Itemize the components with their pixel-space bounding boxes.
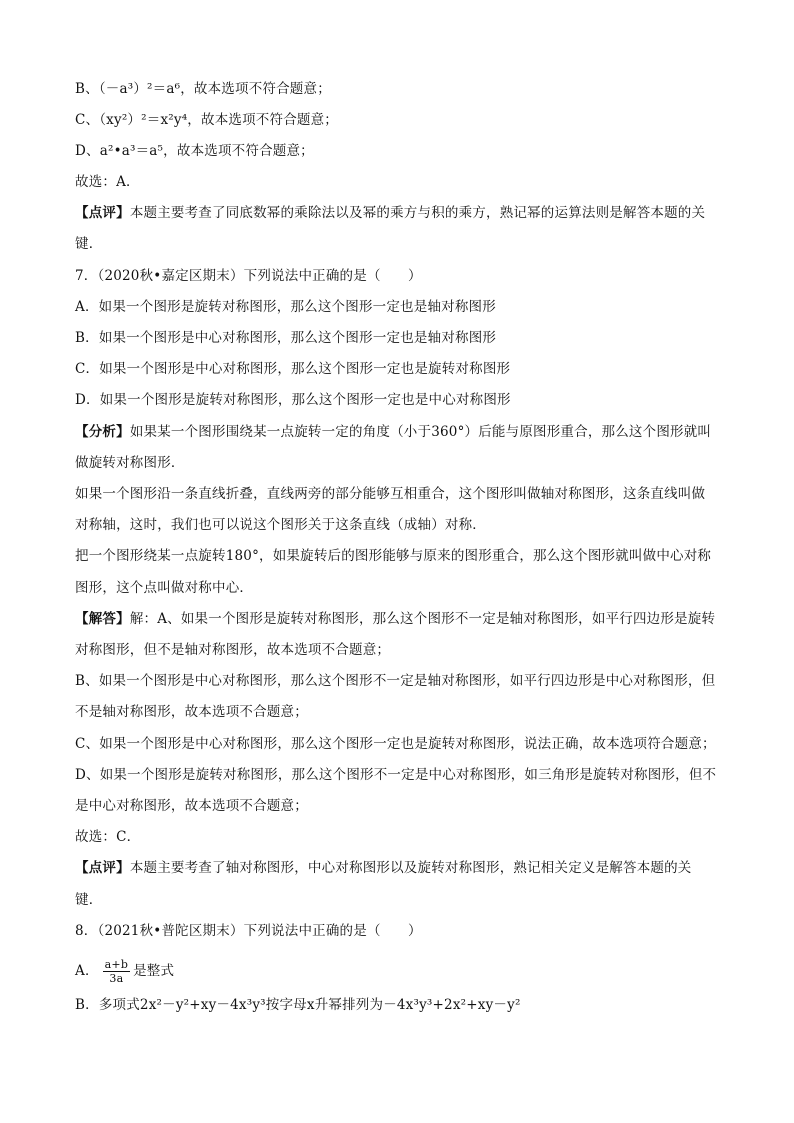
- question-8-title: 8．（2021秋•普陀区期末）下列说法中正确的是（ ）: [75, 923, 422, 939]
- text-line-13: 做旋转对称图形．: [75, 455, 185, 471]
- text-line-1: B、（－a³）²＝a⁶，故本选项不符合题意；: [75, 81, 331, 97]
- text-line-6: 键．: [75, 236, 103, 252]
- text-line-15: 对称轴，这时，我们也可以说这个图形关于这条直线（成轴）对称．: [75, 517, 486, 533]
- text-line-21: 不是轴对称图形，故本选项不合题意；: [75, 704, 308, 720]
- text-line-25: 故选：C．: [75, 829, 141, 845]
- text-line-3: D、a²•a³＝a⁵，故本选项不符合题意；: [75, 143, 314, 159]
- fraction: $\frac{a+b}{3a}$: [104, 958, 129, 985]
- text-line-4: 故选：A．: [75, 174, 140, 190]
- text-line-27: 键．: [75, 892, 103, 908]
- question-8-option-b: B．多项式2x²－y²+xy－4x³y³按字母x升幂排列为－4x³y³+2x²+xy－y²: [75, 997, 521, 1013]
- question-7-option-c: C．如果一个图形是中心对称图形，那么这个图形一定也是旋转对称图形: [75, 361, 511, 377]
- text-line-20: B、如果一个图形是中心对称图形，那么这个图形不一定是轴对称图形，如平行四边形是中心对称图形，但: [75, 673, 716, 689]
- comment-label-1: 【点评】本题主要考查了同底数幂的乘除法以及幂的乘方与积的乘方，熟记幂的运算法则是解答本题的关: [75, 205, 706, 221]
- text-line-22: C、如果一个图形是中心对称图形，那么这个图形一定也是旋转对称图形，说法正确，故本选项符合题意；: [75, 736, 716, 752]
- question-7-option-a: A．如果一个图形是旋转对称图形，那么这个图形一定也是轴对称图形: [75, 299, 496, 315]
- question-7-option-b: B．如果一个图形是中心对称图形，那么这个图形一定也是轴对称图形: [75, 330, 497, 346]
- text-line-23: D、如果一个图形是旋转对称图形，那么这个图形不一定是中心对称图形，如三角形是旋转对称图形，但不: [75, 767, 717, 783]
- question-7-title: 7．（2020秋•嘉定区期末）下列说法中正确的是（ ）: [75, 268, 422, 284]
- text-line-19: 对称图形，但不是轴对称图形，故本选项不合题意；: [75, 642, 391, 658]
- text-line-24: 是中心对称图形，故本选项不合题意；: [75, 798, 308, 814]
- text-line-2: C、（xy²）²＝x²y⁴，故本选项不符合题意；: [75, 112, 339, 128]
- text-line-14: 如果一个图形沿一条直线折叠，直线两旁的部分能够互相重合，这个图形叫做轴对称图形，这条直线叫做: [75, 486, 706, 502]
- comment-label-2: 【点评】本题主要考查了轴对称图形，中心对称图形以及旋转对称图形，熟记相关定义是解答本题的关: [75, 860, 692, 876]
- question-8-option-a: A． $\frac{a+b}{3a}$ 是整式: [75, 958, 175, 985]
- analysis-label: 【分析】如果某一个图形围绕某一点旋转一定的角度（小于360°）后能与原图形重合，那么这个图形就叫: [75, 424, 712, 440]
- question-7-option-d: D．如果一个图形是旋转对称图形，那么这个图形一定也是中心对称图形: [75, 392, 511, 408]
- solution-label: 【解答】解：A、如果一个图形是旋转对称图形，那么这个图形不一定是轴对称图形，如平行四边形是旋转: [75, 611, 716, 627]
- text-line-16: 把一个图形绕某一点旋转180°，如果旋转后的图形能够与原来的图形重合，那么这个图形就叫做中心对称: [75, 548, 712, 564]
- text-line-17: 图形，这个点叫做对称中心．: [75, 580, 254, 596]
